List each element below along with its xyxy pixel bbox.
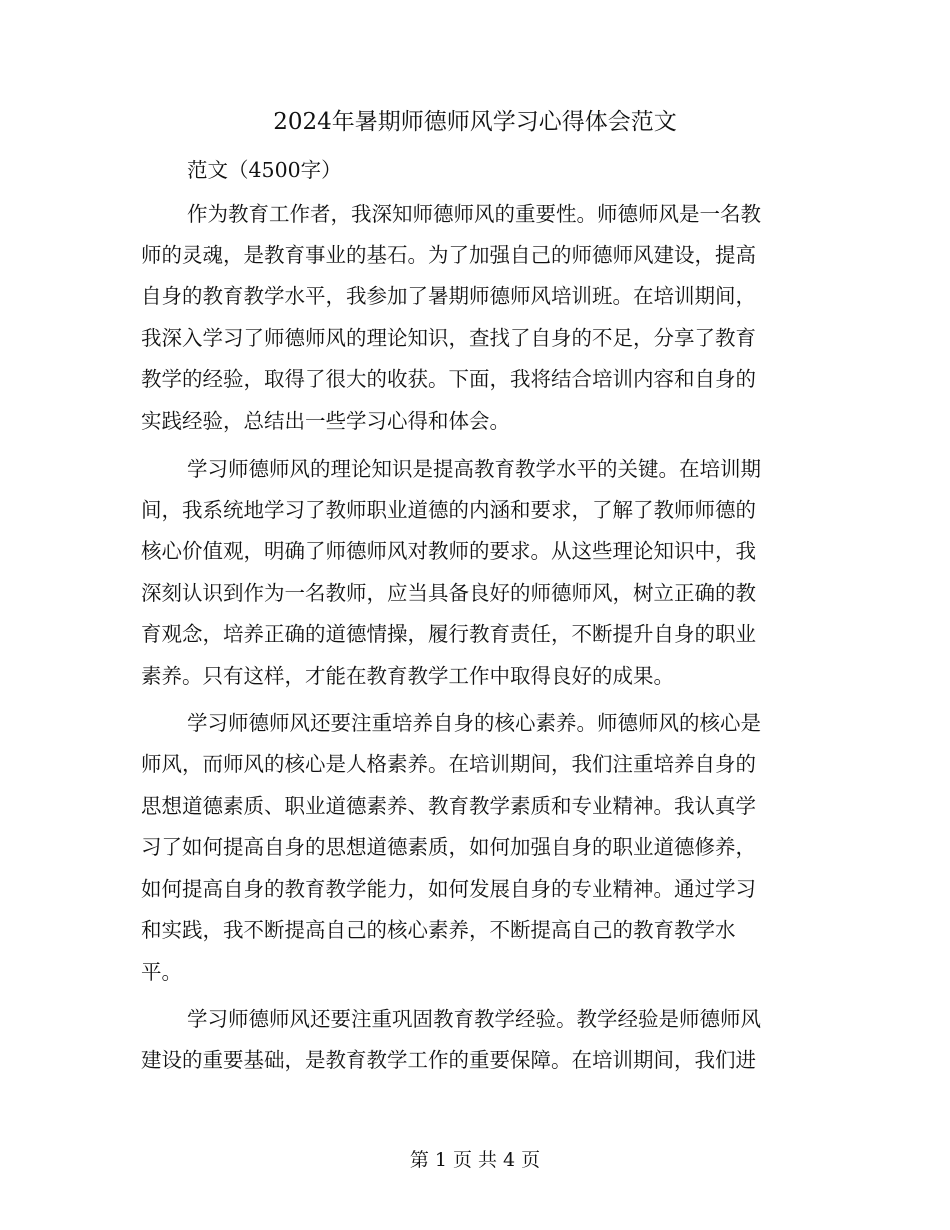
- paragraph-2-line: 学习师德师风的理论知识是提高教育教学水平的关键。在培训期: [187, 457, 761, 481]
- paragraph-4-line: 学习师德师风还要注重巩固教育教学经验。教学经验是师德师风: [187, 1007, 761, 1031]
- document-subtitle: 范文（4500字）: [187, 158, 342, 182]
- paragraph-2-line: 素养。只有这样，才能在教育教学工作中取得良好的成果。: [141, 664, 674, 688]
- document-title: 2024年暑期师德师风学习心得体会范文: [273, 109, 677, 135]
- paragraph-2-line: 核心价值观，明确了师德师风对教师的要求。从这些理论知识中，我: [141, 539, 756, 563]
- paragraph-1-line: 我深入学习了师德师风的理论知识，查找了自身的不足，分享了教育: [141, 326, 756, 350]
- paragraph-1-line: 教学的经验，取得了很大的收获。下面，我将结合培训内容和自身的: [141, 367, 756, 391]
- paragraph-3-line: 和实践，我不断提高自己的核心素养，不断提高自己的教育教学水: [141, 918, 736, 942]
- paragraph-3-line: 思想道德素质、职业道德素养、教育教学素质和专业精神。我认真学: [141, 794, 756, 818]
- paragraph-1-line: 实践经验，总结出一些学习心得和体会。: [141, 409, 510, 433]
- paragraph-1-line: 自身的教育教学水平，我参加了暑期师德师风培训班。在培训期间，: [141, 284, 756, 308]
- paragraph-3-line: 平。: [141, 960, 182, 984]
- paragraph-1-line: 作为教育工作者，我深知师德师风的重要性。师德师风是一名教: [187, 202, 761, 226]
- paragraph-2-line: 深刻认识到作为一名教师，应当具备良好的师德师风，树立正确的教: [141, 581, 756, 605]
- paragraph-4-line: 建设的重要基础，是教育教学工作的重要保障。在培训期间，我们进: [141, 1048, 756, 1072]
- paragraph-3-line: 如何提高自身的教育教学能力，如何发展自身的专业精神。通过学习: [141, 877, 756, 901]
- paragraph-2-line: 间，我系统地学习了教师职业道德的内涵和要求，了解了教师师德的: [141, 498, 756, 522]
- paragraph-1-line: 师的灵魂，是教育事业的基石。为了加强自己的师德师风建设，提高: [141, 243, 756, 267]
- paragraph-3-line: 习了如何提高自身的思想道德素质，如何加强自身的职业道德修养，: [141, 835, 756, 859]
- paragraph-3-line: 师风，而师风的核心是人格素养。在培训期间，我们注重培养自身的: [141, 752, 756, 776]
- paragraph-3-line: 学习师德师风还要注重培养自身的核心素养。师德师风的核心是: [187, 711, 761, 735]
- paragraph-2-line: 育观念，培养正确的道德情操，履行教育责任，不断提升自身的职业: [141, 622, 756, 646]
- page-number-footer: 第 1 页 共 4 页: [409, 1149, 541, 1171]
